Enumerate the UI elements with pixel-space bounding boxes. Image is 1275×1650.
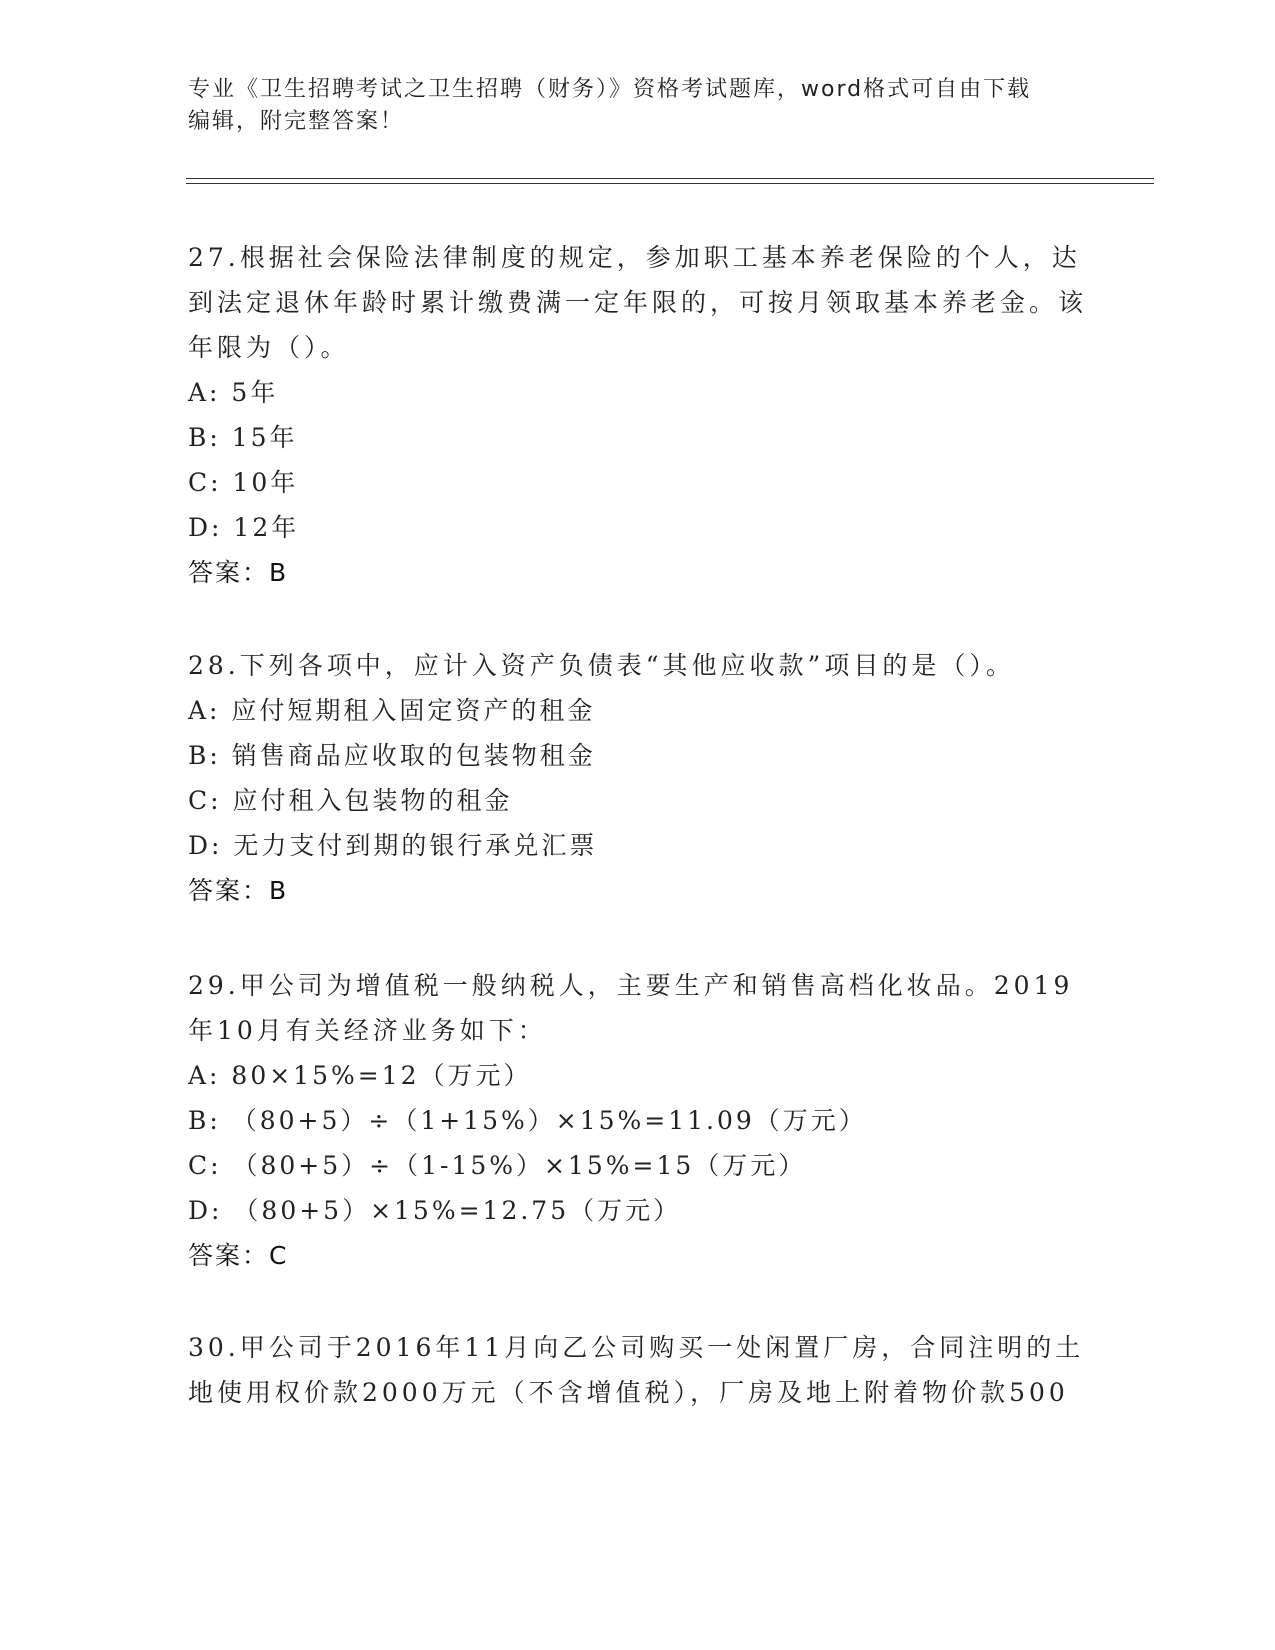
option-b: B: （80+5）÷（1+15%）×15%=11.09（万元）: [188, 1106, 867, 1135]
question-27: [188, 235, 1088, 595]
question-30: [188, 1325, 1088, 1415]
answer: 答案：B: [188, 558, 289, 587]
option-c: C: （80+5）÷（1-15%）×15%=15（万元）: [188, 1151, 807, 1180]
option-b: B: 15年: [188, 423, 298, 452]
option-d: D: 12年: [188, 513, 300, 542]
document-header: [188, 74, 1068, 138]
header-divider-bottom: [186, 183, 1154, 184]
question-stem: 30.甲公司于2016年11月向乙公司购买一处闲置厂房，合同注明的土地使用权价款2000万元（不含增值税），厂房及地上附着物价款500: [188, 1333, 1085, 1407]
option-b: B: 销售商品应收取的包装物租金: [188, 741, 596, 770]
question-stem: 28.下列各项中，应计入资产负债表“其他应收款”项目的是（）。: [188, 651, 1015, 680]
option-a: A: 应付短期租入固定资产的租金: [188, 696, 596, 725]
option-a: A: 80×15%=12（万元）: [188, 1061, 532, 1090]
option-c: C: 10年: [188, 468, 299, 497]
question-29: [188, 963, 1088, 1278]
header-divider-top: [186, 178, 1154, 179]
option-d: D: （80+5）×15%=12.75（万元）: [188, 1196, 682, 1225]
question-stem: 29.甲公司为增值税一般纳税人，主要生产和销售高档化妆品。2019年10月有关经济业务如下：: [188, 971, 1074, 1045]
answer: 答案：B: [188, 876, 289, 905]
question-28: [188, 643, 1088, 913]
option-a: A: 5年: [188, 378, 279, 407]
header-line-1: 专业《卫生招聘考试之卫生招聘（财务）》资格考试题库，word格式可自由下载: [188, 77, 1032, 102]
header-line-2: 编辑，附完整答案！: [188, 109, 405, 134]
option-c: C: 应付租入包装物的租金: [188, 786, 513, 815]
answer: 答案：C: [188, 1241, 289, 1270]
option-d: D: 无力支付到期的银行承兑汇票: [188, 831, 598, 860]
question-stem: 27.根据社会保险法律制度的规定，参加职工基本养老保险的个人，达到法定退休年龄时累计缴费满一定年限的，可按月领取基本养老金。该年限为（）。: [188, 243, 1088, 362]
